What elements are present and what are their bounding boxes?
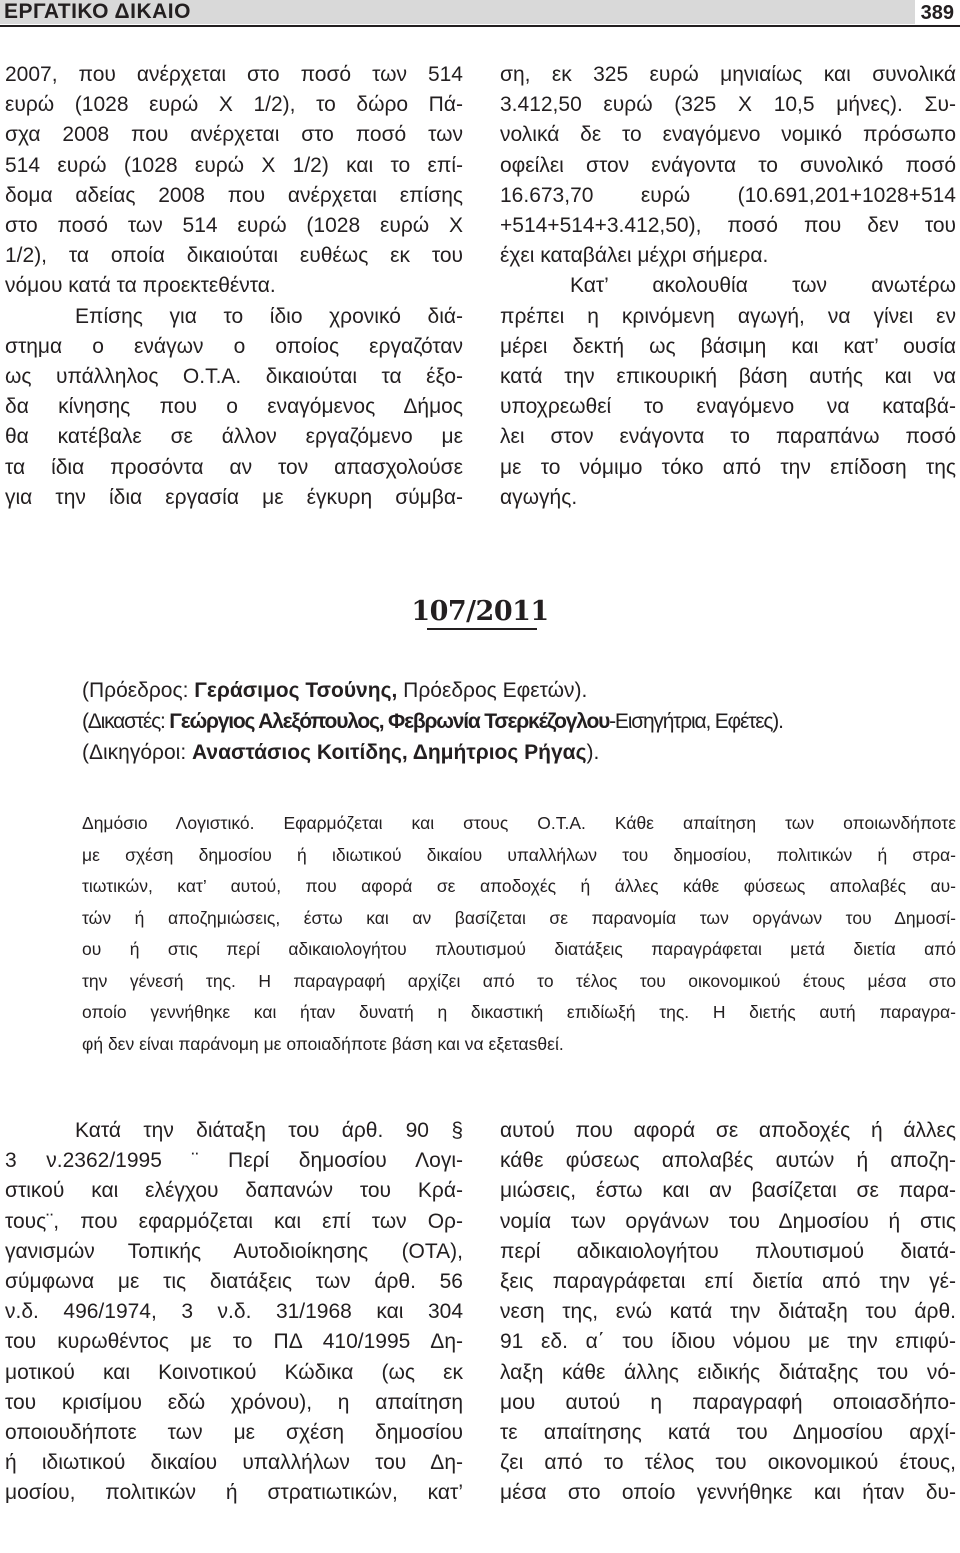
summary-line: την γένεσή της. Η παραγραφή αρχίζει από το τέλος του οικονομικού έτους μέσα στο	[82, 970, 956, 991]
text-line: ν.δ. 496/1974, 3 ν.δ. 31/1968 και 304	[5, 1300, 463, 1324]
lawyers-close: ).	[586, 741, 600, 764]
lawyers-line	[82, 737, 960, 768]
president-title: Πρόεδρος Εφετών).	[397, 679, 588, 702]
text-line: μέσα στο οποίο γεννήθηκε και ήταν δυ-	[500, 1481, 956, 1505]
text-line: νόμου κατά τα προεκτεθέντα.	[5, 274, 276, 298]
text-line: ση, εκ 325 ευρώ μηνιαίως και συνολικά	[500, 63, 956, 86]
text-line: αυτού που αφορά σε αποδοχές ή άλλες	[500, 1119, 956, 1142]
text-line: 91 εδ. α΄ του ίδιου νόμου με την επιφύ-	[500, 1330, 956, 1354]
page-number: 389	[920, 2, 954, 24]
text-line: δα κίνησης που ο εναγόμενος Δήμος	[5, 395, 463, 419]
text-line: έχει καταβάλει μέχρι σήμερα.	[500, 244, 769, 268]
text-line: 3 ν.2362/1995 ¨ Περί δημοσίου Λογι-	[5, 1149, 463, 1173]
summary-line: Δημόσιο Λογιστικό. Εφαρμόζεται και στους Ο.Τ.Α. Κάθε απαίτηση των οποιωνδήποτε	[82, 813, 956, 833]
text-line: νεση της, ενώ κατά την διάταξη του άρθ.	[500, 1300, 956, 1324]
text-line: τα ίδια προσόντα αν τον απασχολούσε	[5, 455, 463, 479]
summary-line: με σχέση δημοσίου ή ιδιωτικού δικαίου υπαλλήλων του δημοσίου, πολιτικών ή στρα-	[82, 844, 956, 865]
text-line: περί αδικαιολογήτου πλουτισμού διατά-	[500, 1239, 956, 1263]
text-line: ως υπάλληλος Ο.Τ.Α. δικαιούται τα έξο-	[5, 365, 463, 389]
text-line: για την ίδια εργασία με έγκυρη σύμβα-	[5, 485, 463, 509]
judges-line	[82, 706, 960, 737]
president-line	[82, 675, 960, 706]
judges-title: -Εισηγήτρια, Εφέτες).	[609, 710, 783, 733]
judges-names: Γεώργιος Αλεξόπουλος, Φεβρωνία Τσερκέζογλου	[169, 710, 610, 733]
text-line: ξεις παραγράφεται επί διετία από την γέ-	[500, 1270, 956, 1294]
text-line: σχα 2008 που ανέρχεται στο ποσό των	[5, 123, 463, 147]
text-line: λαξη κάθε άλλης ειδικής διάταξης του νό-	[500, 1360, 956, 1384]
section-title: ΕΡΓΑΤΙΚΟ ΔΙΚΑΙΟ	[4, 0, 191, 23]
lawyers-names: Αναστάσιος Κοιτίδης, Δημήτριος Ρήγας	[192, 741, 587, 764]
president-name: Γεράσιμος Τσούνης,	[194, 679, 398, 702]
text-line: στικού και ελέγχου δαπανών του Κρά-	[5, 1179, 463, 1203]
text-line: μέρει δεκτή ως βάσιμη και κατ’ ουσία	[500, 334, 956, 358]
text-line: σύμφωνα με τις διατάξεις των άρθ. 56	[5, 1270, 463, 1294]
president-label: (Πρόεδρος:	[82, 679, 195, 702]
judges-label: (Δικαστές:	[82, 710, 170, 733]
summary-line: οποίο γεννήθηκε και ήταν δυνατή η δικαστική επιδίωξή της. Η διετής αυτή παραγρα-	[82, 1002, 956, 1022]
header-rule	[0, 25, 960, 27]
lawyers-label: (Δικηγόροι:	[82, 741, 193, 764]
text-line: Επίσης για το ίδιο χρονικό διά-	[75, 304, 463, 328]
text-line: 3.412,50 ευρώ (325 Χ 10,5 μήνες). Συ-	[500, 93, 956, 117]
summary-line: φή δεν είναι παράνομη με οποιαδήποτε βάση και να εξεταsθεί.	[82, 1033, 564, 1054]
text-line: Κατά την διάταξη του άρθ. 90 §	[75, 1119, 463, 1142]
text-line: ζει από το τέλος του οικονομικού έτους,	[500, 1451, 956, 1475]
text-line: τους¨, που εφαρμόζεται και επί των Ορ-	[5, 1209, 463, 1233]
upper-left-column	[5, 60, 463, 513]
text-line: ή ιδιωτικού δικαίου υπαλλήλων του Δη-	[5, 1451, 463, 1475]
text-line: οφείλει στον ενάγοντα το συνολικό ποσό	[500, 153, 956, 177]
text-line: 16.673,70 ευρώ (10.691,201+1028+514	[500, 183, 956, 207]
text-line: νολικά δε το εναγόμενο νομικό πρόσωπο	[500, 123, 956, 147]
text-line: ευρώ (1028 ευρώ Χ 1/2), το δώρο Πά-	[5, 93, 463, 117]
text-line: 1/2), τα οποία δικαιούται ευθέως εκ του	[5, 244, 463, 268]
text-line: τε απαίτησης κατά του Δημοσίου αρχί-	[500, 1421, 956, 1445]
case-number: 107/2011	[411, 596, 549, 627]
text-line: κατά την επικουρική βάση αυτής και να	[500, 365, 956, 389]
text-line: μιώσεις, έστω και αν βασίζεται σε παρα-	[500, 1179, 956, 1203]
text-line: με το νόμιμο τόκο από την επίδοση της	[500, 455, 956, 479]
text-line: λει στον ενάγοντα το παραπάνω ποσό	[500, 425, 956, 449]
upper-right-column	[500, 60, 956, 513]
text-line: γανισμών Τοπικής Αυτοδιοίκησης (ΟΤΑ),	[5, 1239, 463, 1263]
text-line: μοσίου, πολιτικών ή στρατιωτικών, κατ’	[5, 1481, 463, 1505]
text-line: θα κατέβαλε σε άλλον εργαζόμενο με	[5, 425, 463, 449]
summary-line: τιωτικών, κατ’ αυτού, που αφορά σε αποδοχές ή άλλες κάθε φύσεως απολαβές αυ-	[82, 876, 956, 896]
text-line: αγωγής.	[500, 485, 578, 509]
text-line: 514 ευρώ (1028 ευρώ Χ 1/2) και το επί-	[5, 153, 463, 177]
text-line: μοτικού και Κοινοτικού Κώδικα (ως εκ	[5, 1360, 463, 1384]
text-line: υποχρεωθεί το εναγόμενο να καταβά-	[500, 395, 956, 419]
case-summary	[82, 808, 956, 1060]
case-number-underline	[427, 628, 537, 630]
text-line: στο ποσό των 514 ευρώ (1028 ευρώ Χ	[5, 214, 463, 238]
text-line: δομα αδείας 2008 που ανέρχεται επίσης	[5, 183, 463, 207]
text-line: οποιουδήποτε των με σχέση δημοσίου	[5, 1421, 463, 1445]
running-header	[0, 0, 960, 26]
text-line: νομία των οργάνων του Δημοσίου ή στις	[500, 1209, 956, 1233]
text-line: του κυρωθέντος με το ΠΔ 410/1995 Δη-	[5, 1330, 463, 1354]
text-line: κάθε φύσεως απολαβές αυτών ή αποζη-	[500, 1149, 956, 1173]
lower-right-column	[500, 1116, 956, 1509]
text-line: Κατ’ ακολουθία των ανωτέρω	[570, 274, 956, 298]
lower-left-column	[5, 1116, 463, 1509]
text-line: 2007, που ανέρχεται στο ποσό των 514	[5, 63, 463, 86]
summary-line: ου ή στις περί αδικαιολογήτου πλουτισμού διατάξεις παραγράφεται μετά διετία από	[82, 939, 956, 959]
court-composition	[82, 675, 960, 768]
text-line: +514+514+3.412,50), ποσό που δεν του	[500, 214, 956, 238]
text-line: πρέπει η κρινόμενη αγωγή, να γίνει εν	[500, 304, 956, 328]
text-line: στημα ο ενάγων ο οποίος εργαζόταν	[5, 334, 463, 358]
text-line: του κρισίμου εδώ χρόνου), η απαίτηση	[5, 1390, 463, 1414]
summary-line: τών ή αποζημιώσεις, έστω και αν βασίζεται σε παρανομία των οργάνων του Δημοσί-	[82, 907, 956, 928]
text-line: μου αυτού η παραγραφή οποιασδήπο-	[500, 1390, 956, 1414]
